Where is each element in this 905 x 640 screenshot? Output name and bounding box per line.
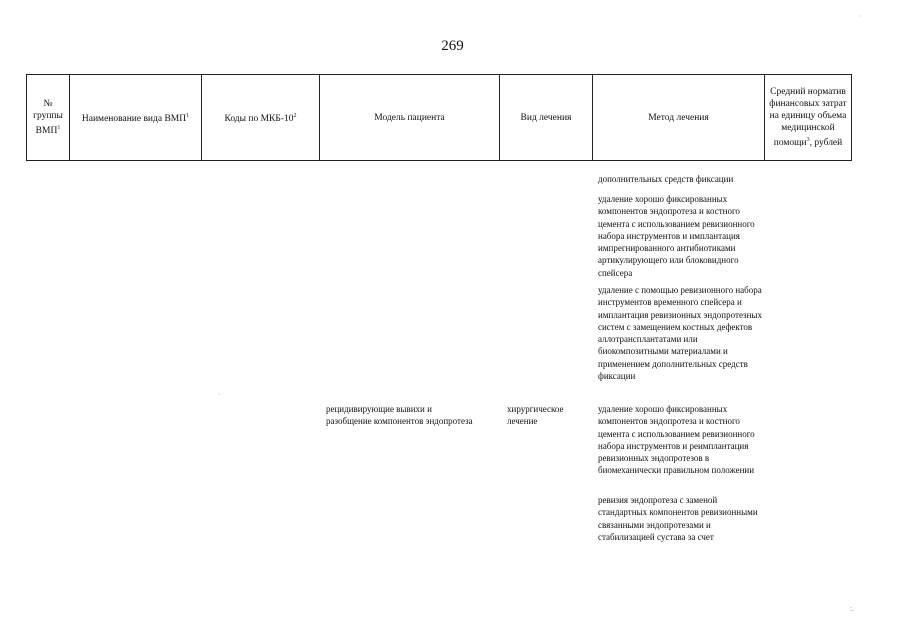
- method-cell-1: дополнительных средств фиксации: [598, 174, 734, 184]
- page-number: 269: [441, 38, 464, 54]
- header-group-no-line1: №: [43, 98, 53, 109]
- header-vmp-name: [70, 75, 202, 161]
- header-cost: [765, 75, 852, 161]
- header-mkb-codes-text: Коды по МКБ-10: [224, 114, 294, 125]
- scan-mark: ·: [858, 12, 861, 21]
- header-treatment-type: [500, 75, 593, 161]
- header-cost-sup: 3: [806, 136, 810, 143]
- header-group-no-sup: 1: [57, 124, 61, 131]
- method-cell-4: удаление хорошо фиксированных компонентов эндопротеза и костного цемента с использованием ревизионного набора инструментов и реимплантация ревизионных эндопротезов в биомеханически правильном положении: [598, 404, 755, 476]
- header-treatment-method-text: Метод лечения: [648, 112, 709, 123]
- table-header: [26, 74, 852, 161]
- method-cell-5: ревизия эндопротеза с заменой стандартных компонентов ревизионными связанными эндопротезами и стабилизацией сустава за счет: [598, 495, 758, 542]
- header-cost-line1: Средний норматив финансовых затрат на единицу объема медицинской помощи: [769, 86, 847, 149]
- header-row: [27, 75, 852, 161]
- header-treatment-method: [593, 75, 765, 161]
- header-group-no: [27, 75, 70, 161]
- scan-mark: :.: [850, 604, 855, 613]
- header-treatment-type-text: Вид лечения: [520, 112, 572, 123]
- header-mkb-codes: [202, 75, 320, 161]
- patient-model-cell: рецидивирующие вывихи и разобщение компонентов эндопротеза: [326, 404, 473, 427]
- header-cost-line2: , рублей: [809, 138, 843, 149]
- header-vmp-name-sup: 1: [186, 112, 190, 119]
- header-group-no-line3: ВМП: [35, 126, 58, 137]
- header-group-no-line2: группы: [33, 110, 63, 121]
- header-patient-model: [320, 75, 500, 161]
- scan-mark: ·: [218, 390, 221, 399]
- header-vmp-name-text: Наименование вида ВМП: [81, 114, 187, 125]
- treatment-type-cell: хирургическое лечение: [507, 404, 564, 427]
- header-patient-model-text: Модель пациента: [374, 112, 445, 123]
- method-cell-2: удаление хорошо фиксированных компонентов эндопротеза и костного цемента с использованием ревизионного набора инструментов и имплантация импрегнированного антибиотиками артикулирующего или блоковидного спейсера: [598, 194, 755, 278]
- method-cell-3: удаление с помощью ревизионного набора инструментов временного спейсера и имплантация ревизионных эндопротезных систем с замещением костных дефектов аллотрансплантатами или биокомпозитными материалами и применением дополнительных средств фиксации: [598, 285, 762, 382]
- header-mkb-codes-sup: 2: [293, 112, 297, 119]
